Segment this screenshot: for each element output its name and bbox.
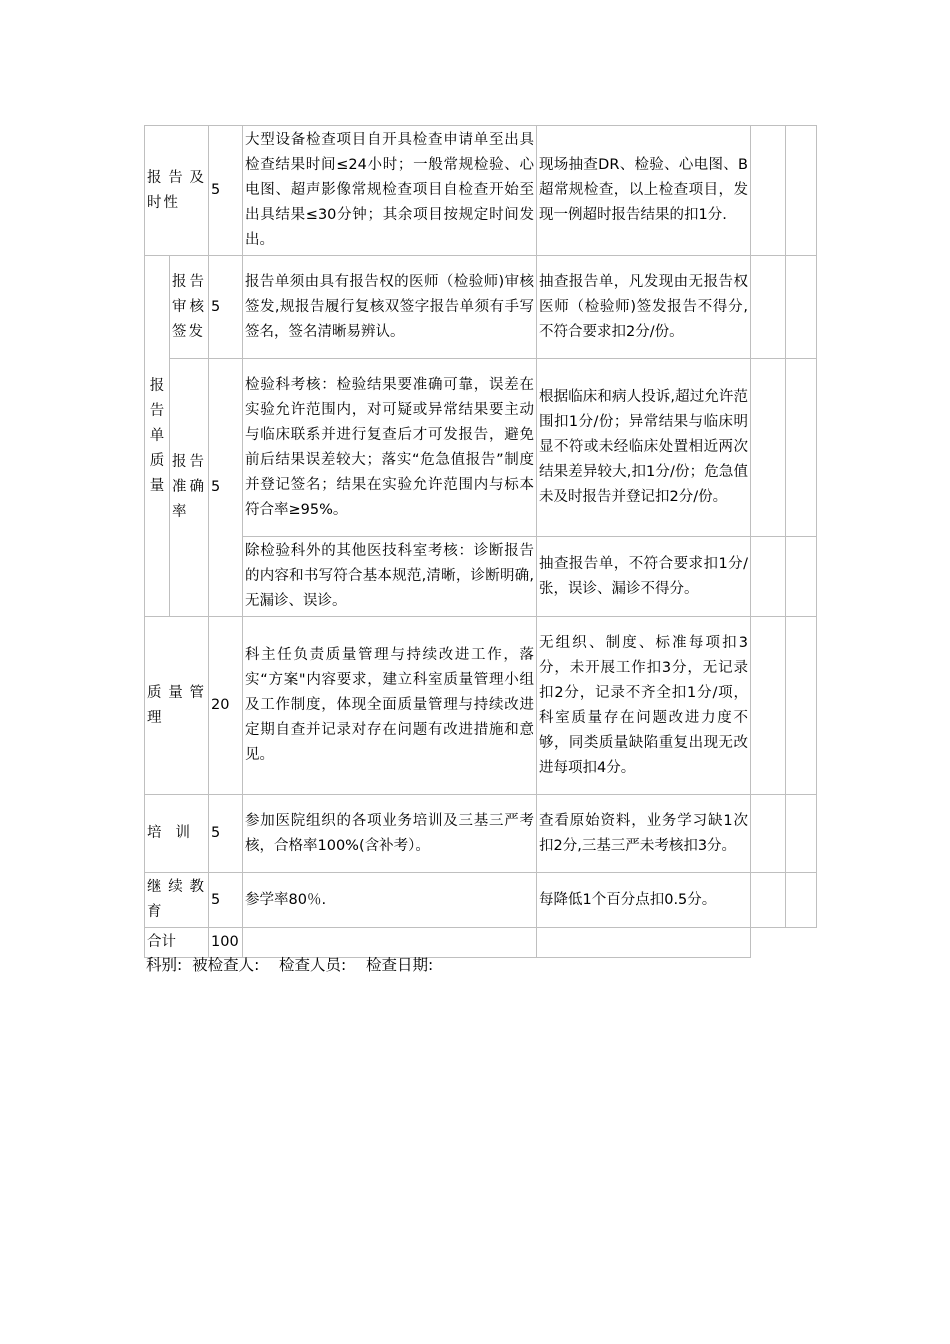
- blank-cell: [751, 537, 786, 617]
- standard-continuing-education: 参学率80％.: [243, 873, 537, 928]
- dept-label: 科别:: [146, 956, 183, 974]
- table-row: [145, 126, 817, 256]
- blank-cell: [537, 928, 751, 958]
- method-training: 查看原始资料，业务学习缺1次扣2分,三基三严未考核扣3分。: [537, 795, 751, 873]
- table-row: [145, 537, 817, 617]
- blank-cell: [786, 873, 817, 928]
- inspection-table: [144, 125, 817, 958]
- standard-training: 参加医院组织的各项业务培训及三基三严考核，合格率100%(含补考）。: [243, 795, 537, 873]
- score-continuing-education: 5: [209, 873, 243, 928]
- blank-cell: [786, 795, 817, 873]
- method-continuing-education: 每降低1个百分点扣0.5分。: [537, 873, 751, 928]
- blank-cell: [751, 126, 786, 256]
- score-quality-management: 20: [209, 617, 243, 795]
- standard-review: 报告单须由具有报告权的医师（检验师)审核签发,规报告履行复核双签字报告单须有手写签名，签名清晰易辨认。: [243, 256, 537, 359]
- table-row: [145, 617, 817, 795]
- blank-cell: [786, 256, 817, 359]
- date-label: 检查日期:: [366, 956, 434, 974]
- blank-cell: [751, 617, 786, 795]
- inspector-label: 检查人员:: [279, 956, 347, 974]
- method-timeliness: 现场抽查DR、检验、心电图、B超常规检查，以上检查项目，发现一例超时报告结果的扣1分.: [537, 126, 751, 256]
- method-accuracy-lab: 根据临床和病人投诉,超过允许范围扣1分/份；异常结果与临床明显不符或未经临床处置相近两次结果差异较大,扣1分/份；危急值未及时报告并登记扣2分/份。: [537, 359, 751, 537]
- method-review: 抽查报告单，凡发现由无报告权医师（检验师)签发报告不得分,不符合要求扣2分/份。: [537, 256, 751, 359]
- standard-accuracy-lab: 检验科考核：检验结果要准确可靠，误差在实验允许范围内，对可疑或异常结果要主动与临床联系并进行复查后才可发报告，避免前后结果误差较大；落实“危急值报告”制度并登记签名；结果在实验允许范围内与标本符合率≥95%。: [243, 359, 537, 537]
- method-quality-management: 无组织、制度、标准每项扣3分，未开展工作扣3分，无记录扣2分，记录不齐全扣1分/项，科室质量存在问题改进力度不够，同类质量缺陷重复出现无改进每项扣4分。: [537, 617, 751, 795]
- item-report-quality: 报告单质量: [145, 256, 170, 617]
- table-row: [145, 873, 817, 928]
- standard-timeliness: 大型设备检查项目自开具检查申请单至出具检查结果时间≤24小时；一般常规检验、心电图、超声影像常规检查项目自检查开始至出具结果≤30分钟；其余项目按规定时间发出。: [243, 126, 537, 256]
- blank-cell: [786, 617, 817, 795]
- table-row: [145, 256, 817, 359]
- item-training: 培训: [145, 795, 209, 873]
- score-total: 100: [209, 928, 243, 958]
- blank-cell: [751, 795, 786, 873]
- score-accuracy: 5: [209, 359, 243, 617]
- subitem-review: 报告审核签发: [170, 256, 209, 359]
- blank-cell: [751, 256, 786, 359]
- subitem-accuracy: 报告准确率: [170, 359, 209, 617]
- standard-quality-management: 科主任负责质量管理与持续改进工作，落实“方案"内容要求，建立科室质量管理小组及工作制度，体现全面质量管理与持续改进定期自查并记录对存在问题有改进措施和意见。: [243, 617, 537, 795]
- blank-cell: [751, 359, 786, 537]
- table-row: [145, 795, 817, 873]
- empty-cell: [786, 928, 817, 958]
- item-total: 合计: [145, 928, 209, 958]
- standard-accuracy-other: 除检验科外的其他医技科室考核：诊断报告的内容和书写符合基本规范,清晰，诊断明确,无漏诊、误诊。: [243, 537, 537, 617]
- score-training: 5: [209, 795, 243, 873]
- item-quality-management: 质量管理: [145, 617, 209, 795]
- table-row: [145, 359, 817, 537]
- score-review: 5: [209, 256, 243, 359]
- blank-cell: [786, 537, 817, 617]
- blank-cell: [751, 873, 786, 928]
- empty-cell: [751, 928, 786, 958]
- inspected-label: 被检查人:: [192, 956, 260, 974]
- item-continuing-education: 继续教育: [145, 873, 209, 928]
- signature-line: [146, 953, 433, 977]
- blank-cell: [786, 126, 817, 256]
- method-accuracy-other: 抽查报告单，不符合要求扣1分/张，误诊、漏诊不得分。: [537, 537, 751, 617]
- blank-cell: [786, 359, 817, 537]
- item-timeliness: 报告及时性: [145, 126, 209, 256]
- score-timeliness: 5: [209, 126, 243, 256]
